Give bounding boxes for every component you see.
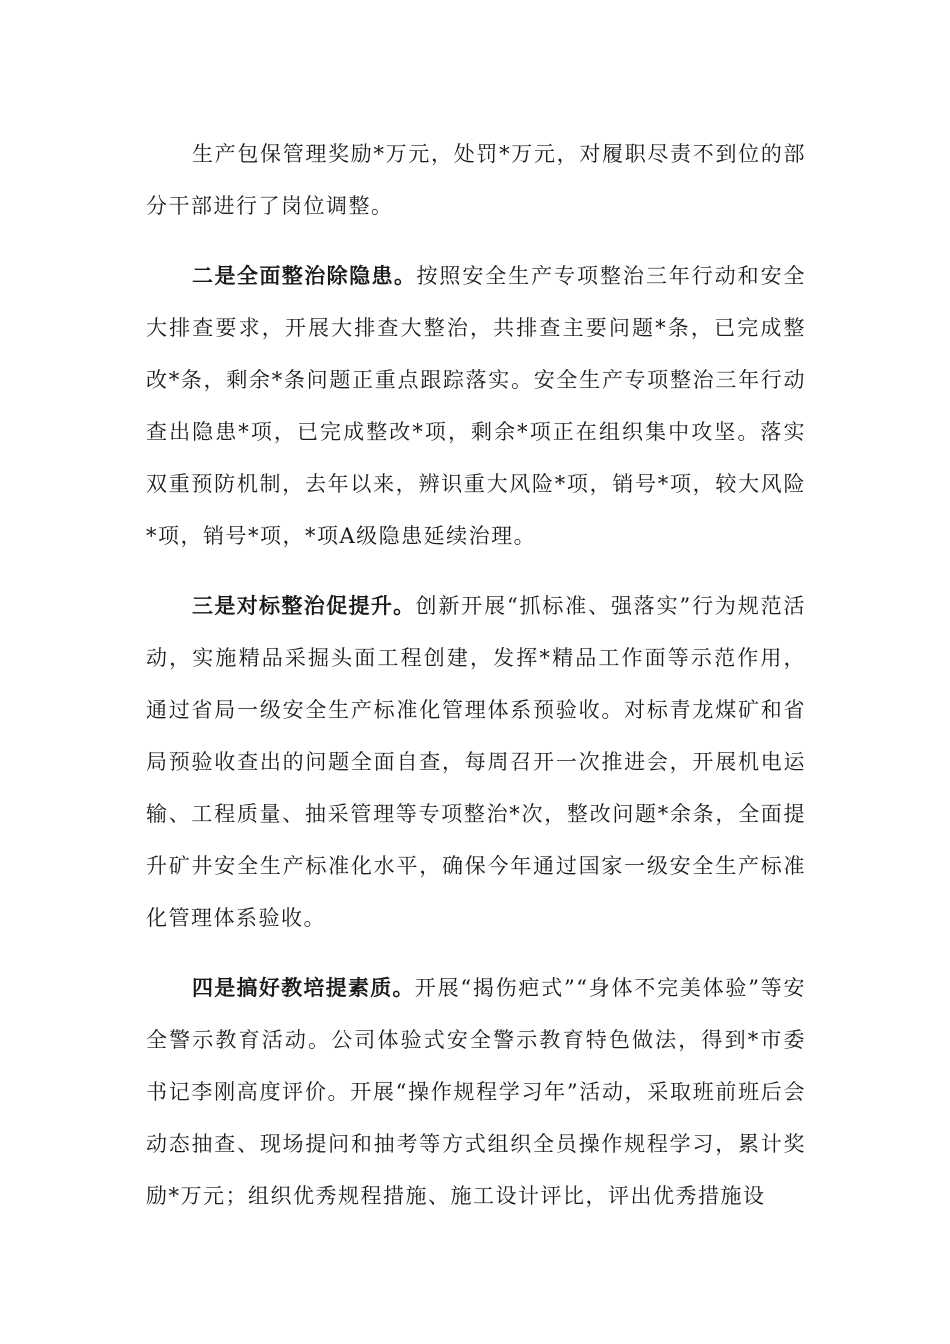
paragraph-hazard-remediation	[146, 250, 806, 562]
paragraph-text: 按照安全生产专项整治三年行动和安全大排查要求，开展大排查大整治，共排查主要问题*条，已完成整改*条，剩余*条问题正重点跟踪落实。安全生产专项整治三年行动查出隐患*项，已完成整改*项，剩余*项正在组织集中攻坚。落实双重预防机制，去年以来，辨识重大风险*项，销号*项，较大风险*项，销号*项，*项A级隐患延续治理。	[146, 264, 807, 548]
paragraph-lead: 二是全面整治除隐患。	[192, 264, 417, 288]
paragraph-benchmark-improvement	[146, 580, 806, 944]
paragraph-lead: 三是对标整治促提升。	[192, 594, 416, 618]
paragraph-text: 生产包保管理奖励*万元，处罚*万元，对履职尽责不到位的部分干部进行了岗位调整。	[146, 142, 806, 218]
paragraph-training-quality	[146, 962, 806, 1222]
document-body	[146, 128, 806, 1240]
paragraph-lead: 四是搞好教培提素质。	[192, 976, 415, 1000]
paragraph-text: 创新开展“抓标准、强落实”行为规范活动，实施精品采掘头面工程创建，发挥*精品工作面等示范作用，通过省局一级安全生产标准化管理体系预验收。对标青龙煤矿和省局预验收查出的问题全面自查，每周召开一次推进会，开展机电运输、工程质量、抽采管理等专项整治*次，整改问题*余条，全面提升矿井安全生产标准化水平，确保今年通过国家一级安全生产标准化管理体系验收。	[146, 594, 806, 930]
paragraph-continuation	[146, 128, 806, 232]
paragraph-text: 开展“揭伤疤式”“身体不完美体验”等安全警示教育活动。公司体验式安全警示教育特色做法，得到*市委书记李刚高度评价。开展“操作规程学习年”活动，采取班前班后会动态抽查、现场提问和抽考等方式组织全员操作规程学习，累计奖励*万元；组织优秀规程措施、施工设计评比，评出优秀措施设	[146, 976, 806, 1208]
